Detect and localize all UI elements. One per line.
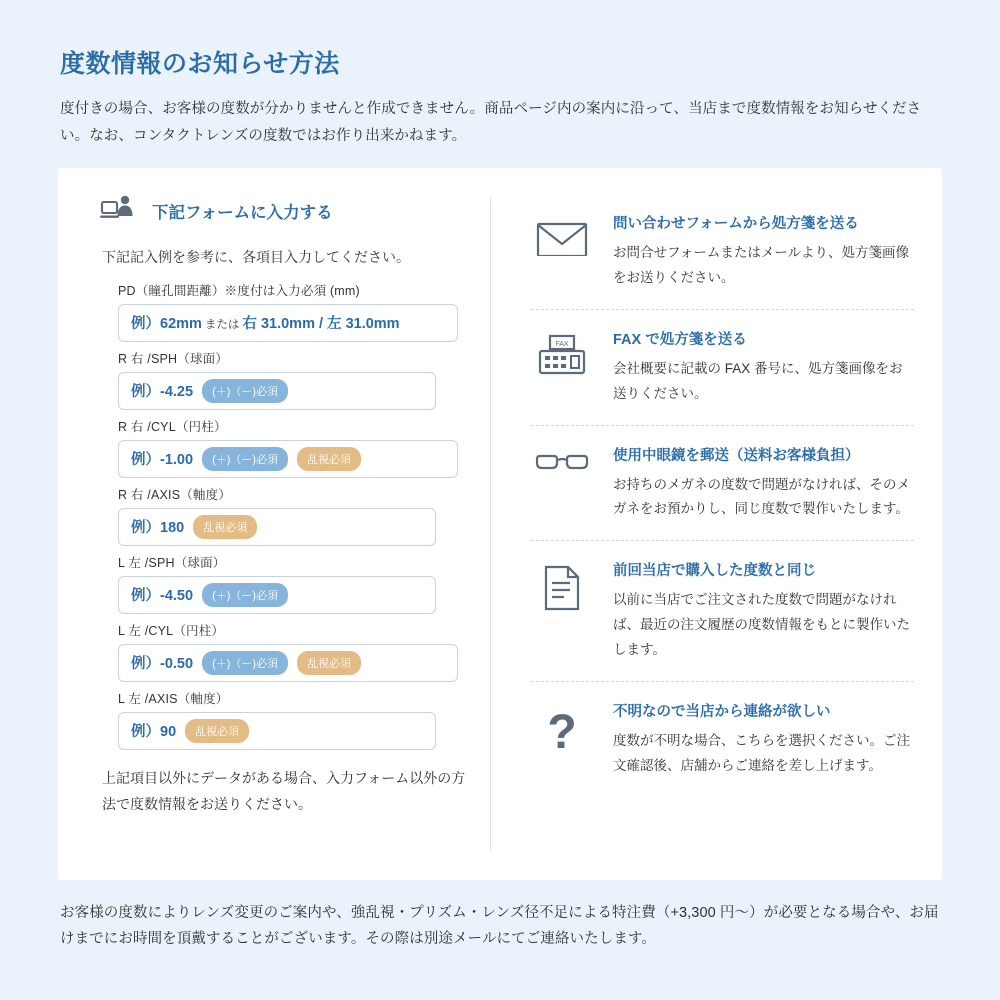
- badge-sign-required: (＋)（ー)必須: [202, 651, 288, 675]
- field-l-sph: [96, 553, 468, 614]
- l-cyl-input[interactable]: [118, 644, 458, 682]
- r-cyl-input[interactable]: [118, 440, 458, 478]
- field-r-sph: [96, 349, 468, 410]
- l-axis-input[interactable]: [118, 712, 436, 750]
- badge-sign-required: (＋)（ー)必須: [202, 583, 288, 607]
- svg-text:FAX: FAX: [555, 340, 569, 348]
- field-label: R 右 /AXIS（軸度）: [118, 487, 232, 502]
- field-label: L 左 /SPH（球面）: [118, 555, 226, 570]
- method-item-send-glasses[interactable]: [531, 425, 914, 541]
- badge-sign-required: (＋)（ー)必須: [202, 447, 288, 471]
- example-value: 例）62mm または 右 31.0mm / 左 31.0mm: [131, 316, 400, 333]
- badge-astigmatism-required: 乱視必須: [193, 515, 257, 539]
- method-text: 以前に当店でご注文された度数で問題がなければ、最近の注文履歴の度数情報をもとに製作いたします。: [613, 592, 910, 658]
- form-column: [58, 168, 490, 880]
- example-value: 例）180: [131, 520, 185, 537]
- field-l-cyl: [96, 621, 468, 682]
- form-column-header: [96, 194, 468, 229]
- page-footnote: お客様の度数によりレンズ変更のご案内や、強乱視・プリズム・レンズ径不足による特注費（+3,300 円〜）が必要となる場合や、お届けまでにお時間を頂戴することがございます。その際は別途メールにてご連絡いたします。: [60, 904, 939, 948]
- example-value: 例）-1.00: [131, 452, 194, 469]
- example-value: 例）-4.25: [131, 384, 194, 401]
- method-title: FAX で処方箋を送る: [613, 331, 747, 348]
- method-title: 使用中眼鏡を郵送（送料お客様負担）: [613, 447, 860, 464]
- field-label: L 左 /CYL（円柱）: [118, 623, 225, 638]
- methods-column: [491, 168, 942, 880]
- badge-sign-required: (＋)（ー)必須: [202, 379, 288, 403]
- question-mark-icon: [531, 700, 593, 756]
- method-title: 前回当店で購入した度数と同じ: [613, 563, 816, 580]
- badge-astigmatism-required: 乱視必須: [297, 447, 361, 471]
- method-item-previous-order[interactable]: [531, 540, 914, 681]
- r-sph-input[interactable]: [118, 372, 436, 410]
- page-title: 度数情報のお知らせ方法: [60, 50, 340, 78]
- page-lead-text: 度付きの場合、お客様の度数が分かりませんと作成できません。商品ページ内の案内に沿って、当店まで度数情報をお知らせください。なお、コンタクトレンズの度数ではお作り出来かねます。: [60, 101, 922, 144]
- fax-machine-icon: [531, 328, 593, 376]
- field-r-cyl: [96, 417, 468, 478]
- method-title: 問い合わせフォームから処方箋を送る: [613, 215, 859, 232]
- field-label: PD（瞳孔間距離）※度付は入力必須 (mm): [118, 283, 360, 298]
- eyeglasses-icon: [531, 444, 593, 476]
- form-column-subtitle: 下記記入例を参考に、各項目入力してください。: [102, 248, 410, 265]
- envelope-icon: [531, 212, 593, 256]
- document-icon: [531, 559, 593, 611]
- method-item-inquiry-form[interactable]: [531, 194, 914, 309]
- form-column-footer: 上記項目以外にデータがある場合、入力フォーム以外の方法で度数情報をお送りください。: [102, 769, 466, 812]
- field-r-axis: [96, 485, 468, 546]
- example-value: 例）90: [131, 724, 177, 741]
- method-text: 度数が不明な場合、こちらを選択ください。ご注文確認後、店舗からご連絡を差し上げます。: [613, 733, 910, 774]
- l-sph-input[interactable]: [118, 576, 436, 614]
- field-label: R 右 /SPH（球面）: [118, 351, 229, 366]
- field-label: L 左 /AXIS（軸度）: [118, 691, 229, 706]
- svg-text:?: ?: [547, 706, 577, 757]
- method-text: 会社概要に記載の FAX 番号に、処方箋画像をお送りください。: [613, 360, 903, 401]
- field-label: R 右 /CYL（円柱）: [118, 419, 227, 434]
- example-value: 例）-4.50: [131, 588, 194, 605]
- form-column-title: 下記フォームに入力する: [152, 204, 333, 223]
- method-text: お持ちのメガネの度数で問題がなければ、そのメガネをお預かりし、同じ度数で製作いたします。: [613, 476, 910, 517]
- badge-astigmatism-required: 乱視必須: [185, 719, 249, 743]
- field-pd: [96, 281, 468, 342]
- method-item-contact-me[interactable]: [531, 681, 914, 797]
- field-l-axis: [96, 689, 468, 750]
- info-panel: [58, 168, 942, 880]
- example-value: 例）-0.50: [131, 656, 194, 673]
- method-text: お問合せフォームまたはメールより、処方箋画像をお送りください。: [613, 244, 910, 285]
- r-axis-input[interactable]: [118, 508, 436, 546]
- badge-astigmatism-required: 乱視必須: [297, 651, 361, 675]
- method-item-fax[interactable]: [531, 309, 914, 425]
- pd-input[interactable]: [118, 304, 458, 342]
- method-title: 不明なので当店から連絡が欲しい: [613, 704, 831, 721]
- person-at-laptop-icon: [100, 194, 138, 229]
